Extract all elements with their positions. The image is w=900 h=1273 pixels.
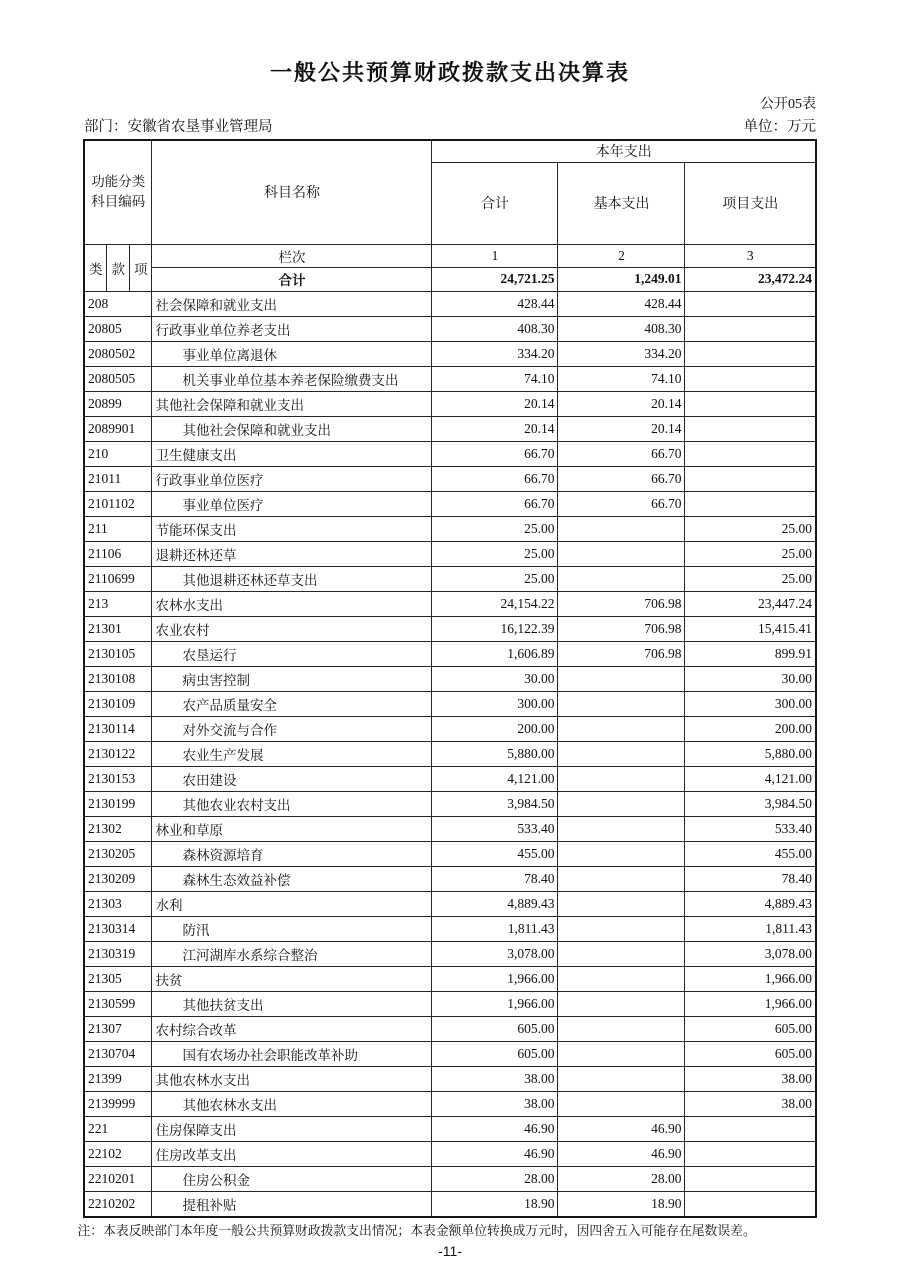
table-row [84, 1041, 816, 1066]
row-name: 森林生态效益补偿 [152, 866, 432, 891]
row-project: 200.00 [685, 716, 816, 741]
row-project [685, 441, 816, 466]
row-code: 2101102 [84, 491, 152, 516]
row-name: 其他社会保障和就业支出 [152, 391, 432, 416]
row-basic [558, 566, 685, 591]
row-project [685, 1116, 816, 1141]
row-total: 334.20 [432, 341, 558, 366]
table-row [84, 841, 816, 866]
row-name: 节能环保支出 [152, 516, 432, 541]
row-code: 2080505 [84, 366, 152, 391]
row-total: 4,889.43 [432, 891, 558, 916]
row-name: 社会保障和就业支出 [152, 291, 432, 316]
row-code: 2130105 [84, 641, 152, 666]
row-code: 2080502 [84, 341, 152, 366]
row-project [685, 291, 816, 316]
table-body [84, 291, 816, 1217]
row-basic: 334.20 [558, 341, 685, 366]
table-row [84, 716, 816, 741]
row-code: 2130122 [84, 741, 152, 766]
row-name: 机关事业单位基本养老保险缴费支出 [152, 366, 432, 391]
row-project [685, 416, 816, 441]
row-basic [558, 666, 685, 691]
row-total: 66.70 [432, 441, 558, 466]
table-row [84, 966, 816, 991]
row-total: 78.40 [432, 866, 558, 891]
table-row [84, 791, 816, 816]
unit-label: 单位：万元 [743, 119, 816, 135]
row-code: 2130599 [84, 991, 152, 1016]
row-name: 农业生产发展 [152, 741, 432, 766]
row-basic [558, 816, 685, 841]
row-project: 38.00 [685, 1091, 816, 1116]
row-project: 605.00 [685, 1016, 816, 1041]
row-name: 退耕还林还草 [152, 541, 432, 566]
row-project: 30.00 [685, 666, 816, 691]
row-basic [558, 916, 685, 941]
row-code: 2130108 [84, 666, 152, 691]
grand-total-row [84, 268, 816, 292]
row-code: 21399 [84, 1066, 152, 1091]
row-name: 国有农场办社会职能改革补助 [152, 1041, 432, 1066]
row-code: 21106 [84, 541, 152, 566]
row-basic [558, 1066, 685, 1091]
header-subject-name: 科目名称 [152, 140, 432, 244]
row-name: 农业农村 [152, 616, 432, 641]
row-basic [558, 516, 685, 541]
row-code: 213 [84, 591, 152, 616]
row-total: 66.70 [432, 491, 558, 516]
header-total-column: 合计 [432, 162, 558, 244]
row-basic: 66.70 [558, 441, 685, 466]
row-total: 74.10 [432, 366, 558, 391]
row-name: 病虫害控制 [152, 666, 432, 691]
row-total: 533.40 [432, 816, 558, 841]
row-total: 455.00 [432, 841, 558, 866]
row-basic [558, 941, 685, 966]
row-project: 3,078.00 [685, 941, 816, 966]
page-number: -11- [438, 1243, 462, 1260]
row-basic [558, 1041, 685, 1066]
row-total: 66.70 [432, 466, 558, 491]
row-code: 22102 [84, 1141, 152, 1166]
row-basic: 408.30 [558, 316, 685, 341]
row-project [685, 1141, 816, 1166]
row-total: 300.00 [432, 691, 558, 716]
row-code: 21305 [84, 966, 152, 991]
row-total: 1,966.00 [432, 991, 558, 1016]
row-name: 事业单位离退休 [152, 341, 432, 366]
row-total: 1,606.89 [432, 641, 558, 666]
table-row [84, 316, 816, 341]
row-project: 3,984.50 [685, 791, 816, 816]
table-row [84, 941, 816, 966]
table-row [84, 741, 816, 766]
row-basic [558, 891, 685, 916]
row-project: 38.00 [685, 1066, 816, 1091]
row-name: 扶贫 [152, 966, 432, 991]
row-project: 25.00 [685, 566, 816, 591]
row-project [685, 391, 816, 416]
row-project: 4,889.43 [685, 891, 816, 916]
row-basic: 28.00 [558, 1166, 685, 1191]
row-total: 25.00 [432, 566, 558, 591]
row-code: 2130153 [84, 766, 152, 791]
table-row [84, 641, 816, 666]
row-total: 38.00 [432, 1091, 558, 1116]
header-function-code [84, 140, 152, 244]
table-row [84, 891, 816, 916]
row-total: 5,880.00 [432, 741, 558, 766]
row-basic: 20.14 [558, 416, 685, 441]
table-row [84, 566, 816, 591]
table-row [84, 516, 816, 541]
table-row [84, 1116, 816, 1141]
row-project [685, 1166, 816, 1191]
header-project-column: 项目支出 [685, 162, 816, 244]
row-project: 1,966.00 [685, 991, 816, 1016]
row-code: 2130114 [84, 716, 152, 741]
grand-total-project: 23,472.24 [685, 268, 816, 292]
row-basic: 66.70 [558, 466, 685, 491]
table-row [84, 391, 816, 416]
row-basic [558, 741, 685, 766]
row-basic: 20.14 [558, 391, 685, 416]
row-code: 2130314 [84, 916, 152, 941]
row-project: 533.40 [685, 816, 816, 841]
row-name: 其他农林水支出 [152, 1066, 432, 1091]
row-basic [558, 691, 685, 716]
row-code: 2089901 [84, 416, 152, 441]
row-name: 农村综合改革 [152, 1016, 432, 1041]
row-basic [558, 991, 685, 1016]
row-code: 2130209 [84, 866, 152, 891]
table-row [84, 991, 816, 1016]
row-name: 其他扶贫支出 [152, 991, 432, 1016]
grand-total-amount: 24,721.25 [432, 268, 558, 292]
row-project: 78.40 [685, 866, 816, 891]
row-total: 605.00 [432, 1016, 558, 1041]
row-total: 1,966.00 [432, 966, 558, 991]
row-name: 提租补贴 [152, 1191, 432, 1217]
header-item: 项 [129, 245, 152, 291]
row-code: 210 [84, 441, 152, 466]
row-project [685, 366, 816, 391]
row-basic [558, 1091, 685, 1116]
row-name: 森林资源培育 [152, 841, 432, 866]
row-total: 30.00 [432, 666, 558, 691]
row-project [685, 466, 816, 491]
row-total: 25.00 [432, 516, 558, 541]
row-basic [558, 841, 685, 866]
grand-total-basic: 1,249.01 [558, 268, 685, 292]
row-code: 20899 [84, 391, 152, 416]
row-project [685, 1191, 816, 1217]
row-name: 住房改革支出 [152, 1141, 432, 1166]
row-code: 2210201 [84, 1166, 152, 1191]
row-total: 18.90 [432, 1191, 558, 1217]
column-index-label: 栏次 [152, 244, 432, 268]
row-name: 农垦运行 [152, 641, 432, 666]
row-project: 899.91 [685, 641, 816, 666]
row-basic [558, 716, 685, 741]
row-basic: 706.98 [558, 591, 685, 616]
row-project: 1,811.43 [685, 916, 816, 941]
row-name: 农田建设 [152, 766, 432, 791]
header-function-code-line1: 功能分类 [91, 174, 146, 189]
row-name: 农产品质量安全 [152, 691, 432, 716]
table-row [84, 1141, 816, 1166]
header-function-code-line2: 科目编码 [91, 194, 146, 210]
header-class-section-item [84, 244, 152, 291]
header-current-year-group: 本年支出 [432, 140, 816, 162]
table-row [84, 491, 816, 516]
meta-row [84, 115, 816, 136]
page-title: 一般公共预算财政拨款支出决算表 [269, 60, 630, 85]
row-total: 20.14 [432, 391, 558, 416]
row-name: 住房保障支出 [152, 1116, 432, 1141]
row-code: 2210202 [84, 1191, 152, 1217]
row-project: 23,447.24 [685, 591, 816, 616]
row-code: 21307 [84, 1016, 152, 1041]
grand-total-label: 合计 [152, 268, 432, 292]
row-total: 20.14 [432, 416, 558, 441]
header-class: 类 [88, 261, 103, 277]
row-basic: 706.98 [558, 641, 685, 666]
row-basic: 18.90 [558, 1191, 685, 1217]
row-total: 38.00 [432, 1066, 558, 1091]
row-total: 408.30 [432, 316, 558, 341]
row-basic: 66.70 [558, 491, 685, 516]
row-name: 防汛 [152, 916, 432, 941]
row-total: 46.90 [432, 1116, 558, 1141]
row-project: 1,966.00 [685, 966, 816, 991]
table-row [84, 541, 816, 566]
row-total: 16,122.39 [432, 616, 558, 641]
row-code: 21301 [84, 616, 152, 641]
row-name: 水利 [152, 891, 432, 916]
row-project [685, 341, 816, 366]
row-name: 农林水支出 [152, 591, 432, 616]
row-basic [558, 1016, 685, 1041]
row-name: 住房公积金 [152, 1166, 432, 1191]
row-code: 2110699 [84, 566, 152, 591]
table-row [84, 1166, 816, 1191]
row-code: 2130109 [84, 691, 152, 716]
table-row [84, 416, 816, 441]
row-code: 211 [84, 516, 152, 541]
row-code: 2130199 [84, 791, 152, 816]
table-row [84, 366, 816, 391]
row-name: 林业和草原 [152, 816, 432, 841]
row-name: 对外交流与合作 [152, 716, 432, 741]
table-row [84, 666, 816, 691]
column-index-1: 1 [432, 244, 558, 268]
row-total: 3,984.50 [432, 791, 558, 816]
table-row [84, 816, 816, 841]
table-row [84, 466, 816, 491]
header-basic-column: 基本支出 [558, 162, 685, 244]
row-basic: 428.44 [558, 291, 685, 316]
row-name: 行政事业单位医疗 [152, 466, 432, 491]
row-total: 1,811.43 [432, 916, 558, 941]
row-project: 25.00 [685, 541, 816, 566]
row-code: 2139999 [84, 1091, 152, 1116]
row-code: 21302 [84, 816, 152, 841]
row-name: 卫生健康支出 [152, 441, 432, 466]
row-total: 28.00 [432, 1166, 558, 1191]
row-name: 江河湖库水系综合整治 [152, 941, 432, 966]
table-row [84, 766, 816, 791]
table-row [84, 591, 816, 616]
table-row [84, 1091, 816, 1116]
column-index-3: 3 [685, 244, 816, 268]
row-code: 2130205 [84, 841, 152, 866]
table-row [84, 341, 816, 366]
row-name: 其他社会保障和就业支出 [152, 416, 432, 441]
row-project: 455.00 [685, 841, 816, 866]
row-code: 2130319 [84, 941, 152, 966]
row-total: 3,078.00 [432, 941, 558, 966]
row-project: 300.00 [685, 691, 816, 716]
expenditure-table [83, 139, 817, 1218]
row-basic: 46.90 [558, 1116, 685, 1141]
row-basic: 74.10 [558, 366, 685, 391]
row-basic [558, 866, 685, 891]
footnote: 注：本表反映部门本年度一般公共预算财政拨款支出情况；本表金额单位转换成万元时，因四舍五入可能存在尾数误差。 [77, 1223, 756, 1238]
row-project: 15,415.41 [685, 616, 816, 641]
row-basic [558, 541, 685, 566]
header-section: 款 [106, 245, 129, 291]
row-name: 事业单位医疗 [152, 491, 432, 516]
row-basic [558, 791, 685, 816]
column-index-2: 2 [558, 244, 685, 268]
row-name: 其他退耕还林还草支出 [152, 566, 432, 591]
row-code: 21011 [84, 466, 152, 491]
row-basic [558, 966, 685, 991]
row-code: 21303 [84, 891, 152, 916]
row-code: 221 [84, 1116, 152, 1141]
row-total: 200.00 [432, 716, 558, 741]
table-row [84, 691, 816, 716]
row-project: 4,121.00 [685, 766, 816, 791]
row-name: 其他农林水支出 [152, 1091, 432, 1116]
row-project [685, 316, 816, 341]
table-row [84, 1066, 816, 1091]
row-total: 25.00 [432, 541, 558, 566]
row-total: 4,121.00 [432, 766, 558, 791]
table-row [84, 1016, 816, 1041]
row-basic [558, 766, 685, 791]
row-code: 208 [84, 291, 152, 316]
table-row [84, 866, 816, 891]
row-code: 2130704 [84, 1041, 152, 1066]
row-total: 605.00 [432, 1041, 558, 1066]
row-basic: 46.90 [558, 1141, 685, 1166]
row-total: 24,154.22 [432, 591, 558, 616]
row-project [685, 491, 816, 516]
row-total: 428.44 [432, 291, 558, 316]
row-project: 25.00 [685, 516, 816, 541]
row-project: 605.00 [685, 1041, 816, 1066]
row-total: 46.90 [432, 1141, 558, 1166]
table-row [84, 1191, 816, 1217]
row-project: 5,880.00 [685, 741, 816, 766]
form-code: 公开05表 [760, 97, 816, 112]
row-name: 行政事业单位养老支出 [152, 316, 432, 341]
table-row [84, 441, 816, 466]
department-label: 部门：安徽省农垦事业管理局 [84, 119, 273, 135]
table-row [84, 916, 816, 941]
row-basic: 706.98 [558, 616, 685, 641]
row-code: 20805 [84, 316, 152, 341]
table-row [84, 291, 816, 316]
table-row [84, 616, 816, 641]
row-name: 其他农业农村支出 [152, 791, 432, 816]
